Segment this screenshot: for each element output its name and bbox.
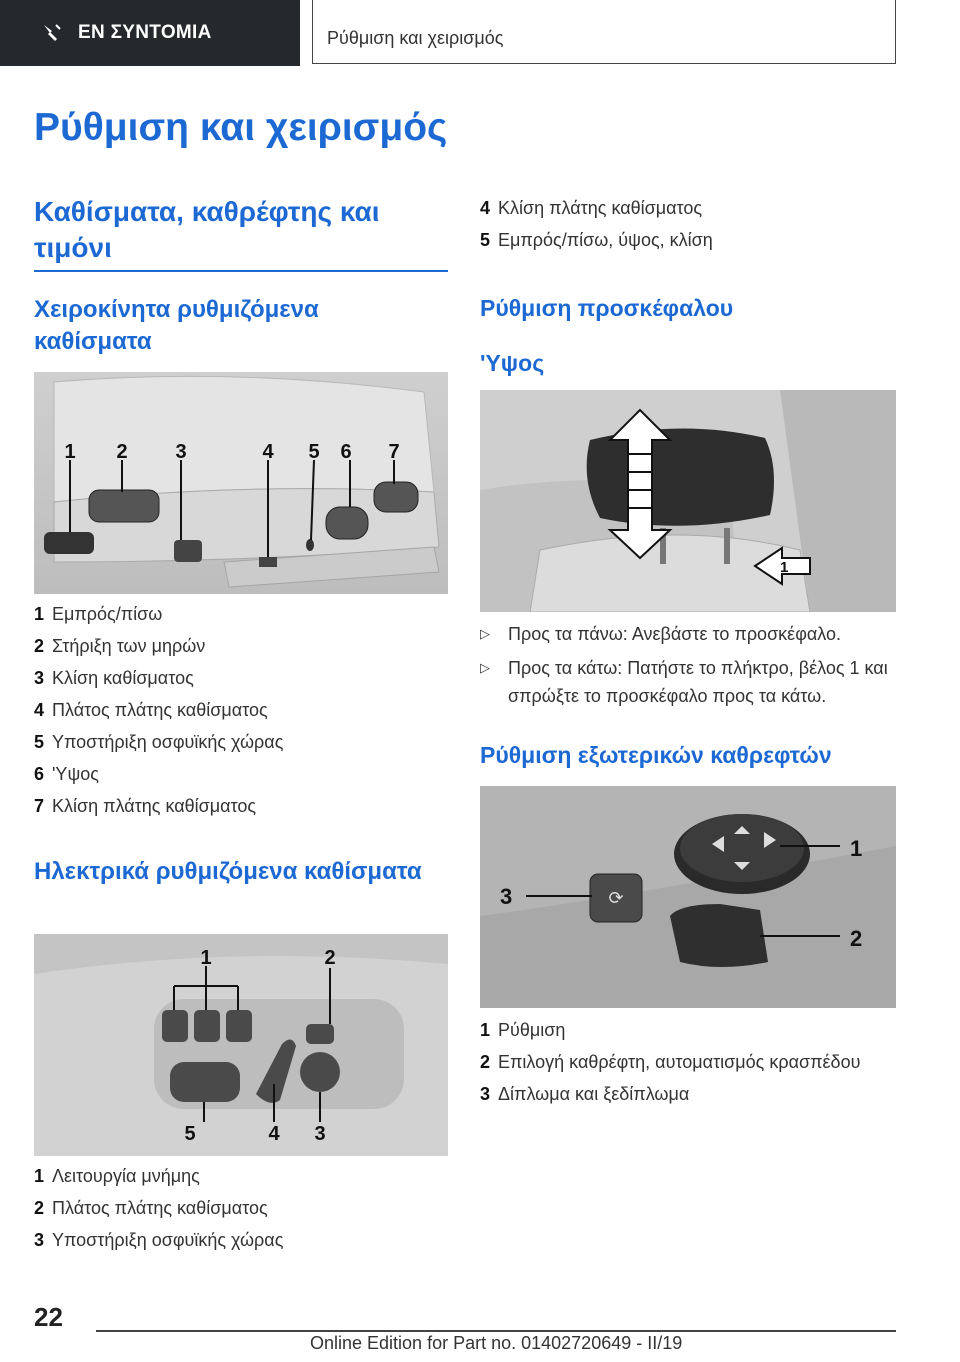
callout-2: 2 — [324, 947, 336, 969]
list-item: 4 Κλίση πλάτης καθίσματος — [480, 198, 703, 218]
headrest-instructions — [480, 620, 900, 716]
callout-1: 1 — [850, 836, 863, 861]
headrest-height-subtitle: 'Υψος — [480, 350, 545, 376]
list-item: 4 Πλάτος πλάτης καθίσματος — [34, 700, 268, 720]
footer-edition: Online Edition for Part no. 01402720649 - II/19 — [310, 1333, 683, 1353]
mirror-control-image — [480, 786, 896, 1008]
list-item: ▷ Προς τα πάνω: Ανεβάστε το προσκέφαλο. — [480, 620, 900, 648]
callout-5: 5 — [308, 441, 320, 463]
list-item: ▷ Προς τα κάτω: Πατήστε το πλήκτρο, βέλος 1 και σπρώξτε το προσκέφαλο προς τα κάτω. — [480, 654, 900, 710]
section-tab-label: ΕΝ ΣΥΝΤΟΜΙΑ — [78, 22, 212, 43]
list-item: 2 Πλάτος πλάτης καθίσματος — [34, 1198, 268, 1218]
manual-seat-legend — [34, 604, 283, 828]
callout-1: 1 — [200, 947, 212, 969]
list-item: 3 Κλίση καθίσματος — [34, 668, 194, 688]
callout-4: 4 — [268, 1123, 280, 1145]
mirror-legend — [480, 1020, 860, 1116]
headrest-image — [480, 390, 896, 612]
electric-seat-image — [34, 934, 448, 1156]
list-item: 1 Ρύθμιση — [480, 1020, 566, 1040]
list-item: 2 Στήριξη των μηρών — [34, 636, 206, 656]
svg-text:⟳: ⟳ — [608, 888, 624, 908]
electric-seat-legend — [34, 1166, 283, 1262]
electric-seat-legend-continued — [480, 198, 713, 262]
electric-seats-title: Ηλεκτρικά ρυθμιζόμενα καθίσματα — [34, 858, 422, 885]
footer-divider — [96, 1330, 896, 1332]
list-item: 5 Υποστήριξη οσφυϊκής χώρας — [34, 732, 284, 752]
callout-2: 2 — [116, 441, 128, 463]
list-item: 3 Δίπλωμα και ξεδίπλωμα — [480, 1084, 690, 1104]
section-tab[interactable] — [0, 0, 300, 66]
section-divider — [34, 270, 448, 272]
callout-1: 1 — [780, 559, 789, 576]
chapter-breadcrumb: Ρύθμιση και χειρισμός — [312, 0, 896, 64]
list-item: 6 'Υψος — [34, 764, 99, 784]
page-title: Ρύθμιση και χειρισμός — [34, 106, 448, 149]
callout-7: 7 — [388, 441, 400, 463]
list-item: 1 Λειτουργία μνήμης — [34, 1166, 200, 1186]
headrest-title: Ρύθμιση προσκέφαλου — [480, 295, 734, 321]
callout-5: 5 — [184, 1123, 196, 1145]
triangle-bullet-icon: ▷ — [480, 660, 490, 675]
callout-6: 6 — [340, 441, 352, 463]
callout-3: 3 — [175, 441, 187, 463]
manual-seat-image — [34, 372, 448, 594]
mirrors-title: Ρύθμιση εξωτερικών καθρεφτών — [480, 742, 832, 768]
callout-4: 4 — [262, 441, 274, 463]
list-item: 2 Επιλογή καθρέφτη, αυτοματισμός κρασπέδου — [480, 1052, 861, 1072]
manual-seats-title: Χειροκίνητα ρυθμιζόμενα καθίσματα — [34, 296, 319, 356]
callout-1: 1 — [64, 441, 76, 463]
list-item: 1 Εμπρός/πίσω — [34, 604, 163, 624]
list-item: 5 Εμπρός/πίσω, ύψος, κλίση — [480, 230, 713, 250]
page-number: 22 — [34, 1302, 63, 1332]
callout-3: 3 — [500, 884, 513, 909]
callout-3: 3 — [314, 1123, 326, 1145]
list-item: 7 Κλίση πλάτης καθίσματος — [34, 796, 257, 816]
section-title: Καθίσματα, καθρέφτης και τιμόνι — [34, 196, 380, 263]
triangle-bullet-icon: ▷ — [480, 626, 490, 641]
callout-2: 2 — [850, 926, 863, 951]
flashlight-icon — [40, 21, 64, 45]
list-item: 3 Υποστήριξη οσφυϊκής χώρας — [34, 1230, 284, 1250]
